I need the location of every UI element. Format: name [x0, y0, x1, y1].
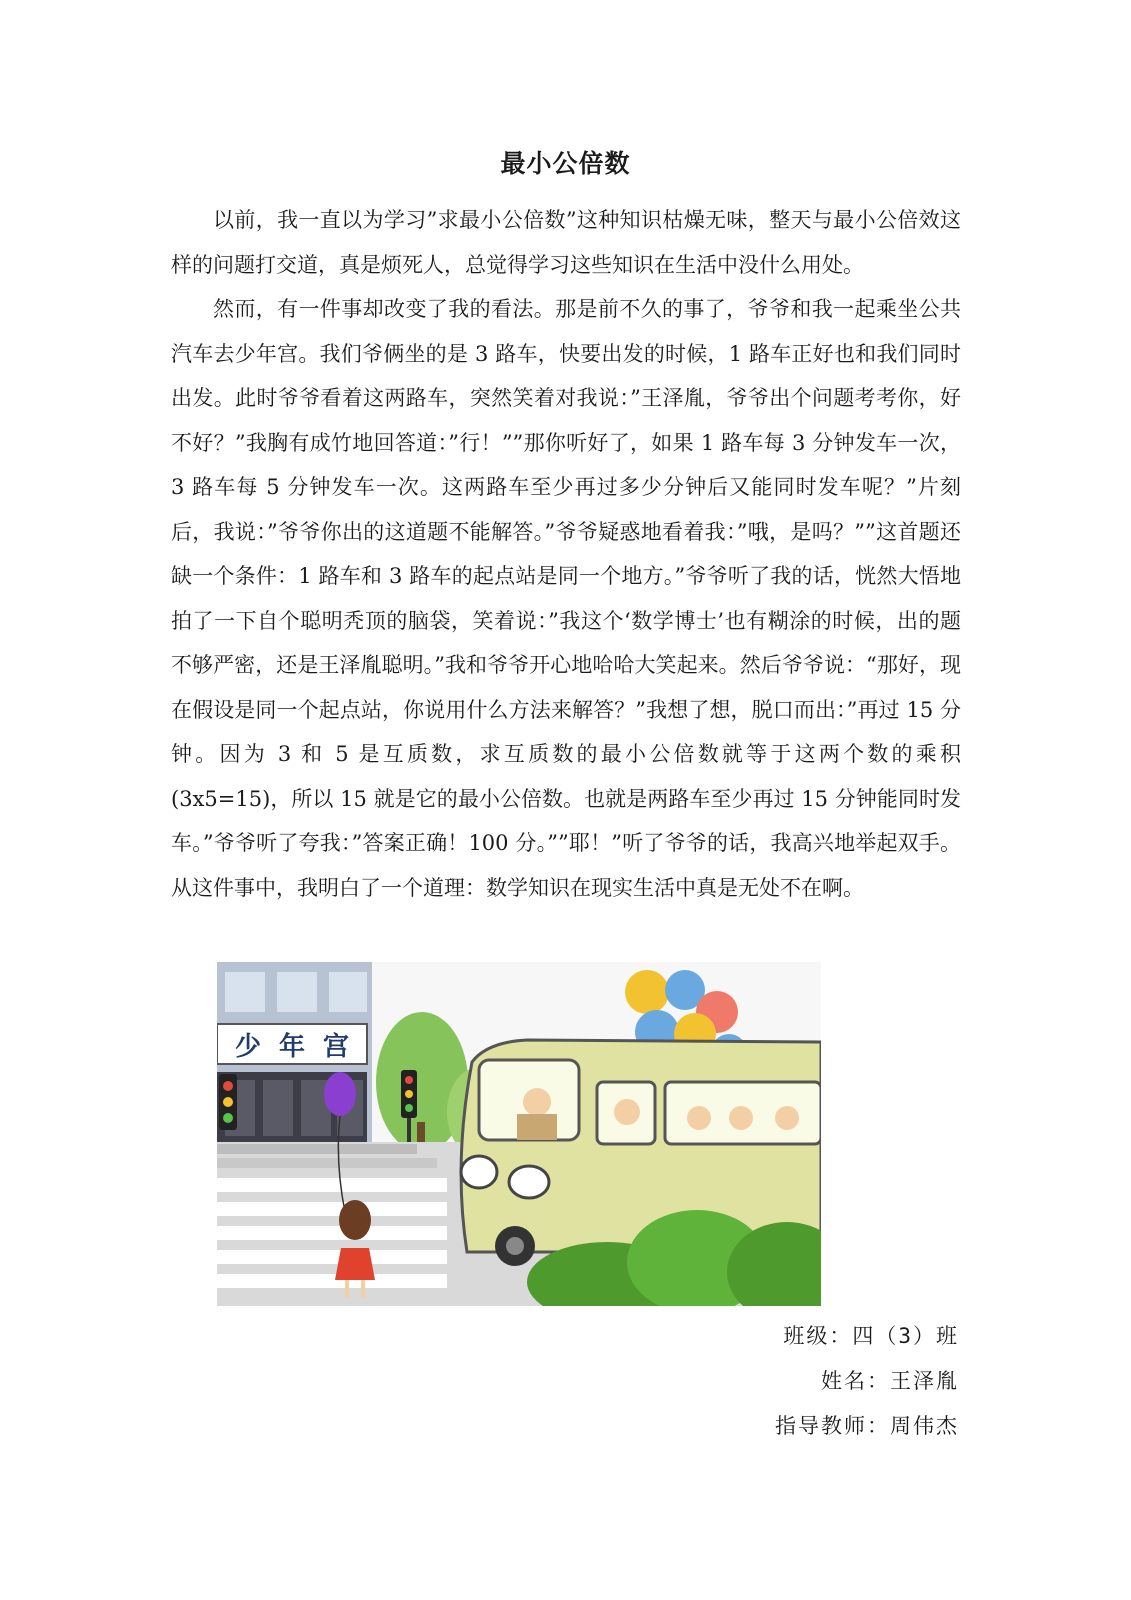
paragraph-1: 以前，我一直以为学习”求最小公倍数”这种知识枯燥无味，整天与最小公倍效这样的问题打交道，真是烦死人，总觉得学习这些知识在生活中没什么用处。	[171, 208, 961, 277]
illustration-art	[217, 962, 821, 1306]
youth-palace-building	[217, 962, 372, 1142]
building-sign-char-2: 年	[279, 1031, 306, 1061]
traffic-light-left	[219, 1074, 237, 1130]
paragraph-2: 然而，有一件事却改变了我的看法。那是前不久的事了，爷爷和我一起乘坐公共汽车去少年宫。我们爷俩坐的是 3 路车，快要出发的时候，1 路车正好也和我们同时出发。此时爷爷看着这两路车，突然笑着对我说：”王泽胤，爷爷出个问题考考你，好不好？”我胸有成竹地回答道：”行！””那你听好了，如果 1 路车每 3 分钟发车一次，3 路车每 5 分钟发车一次。这两路车至少再过多少分钟后又能同时发车呢？”片刻后，我说：”爷爷你出的这道题不能解答。”爷爷疑惑地看着我：”哦，是吗？””这首题还缺一个条件：1 路车和 3 路车的起点站是同一个地方。”爷爷听了我的话，恍然大悟地拍了一下自个聪明秃顶的脑袋，笑着说：”我这个‘数学博士’也有糊涂的时候，出的题不够严密，还是王泽胤聪明。”我和爷爷开心地哈哈大笑起来。然后爷爷说：“那好，现在假设是同一个起点站，你说用什么方法来解答？”我想了想，脱口而出：”再过 15 分钟。因为 3 和 5 是互质数，求互质数的最小公倍数就等于这两个数的乘积(3x5=15)，所以 15 就是它的最小公倍数。也就是两路车至少再过 15 分钟能同时发车。”爷爷听了夸我：”答案正确！100 分。””耶！”听了爷爷的话，我高兴地举起双手。从这件事中，我明白了一个道理：数学知识在现实生活中真是无处不在啊。	[171, 297, 961, 900]
building-sign-char-3: 宫	[323, 1031, 350, 1061]
building-sign-char-1: 少	[235, 1031, 262, 1061]
article-body	[171, 198, 961, 910]
document-title: 最小公倍数	[500, 149, 631, 178]
signature-class: 班级：四（3）班	[783, 1324, 959, 1348]
signature-teacher: 指导教师：周伟杰	[775, 1414, 959, 1438]
signature-name: 姓名：王泽胤	[821, 1369, 959, 1393]
illustration	[217, 962, 821, 1306]
